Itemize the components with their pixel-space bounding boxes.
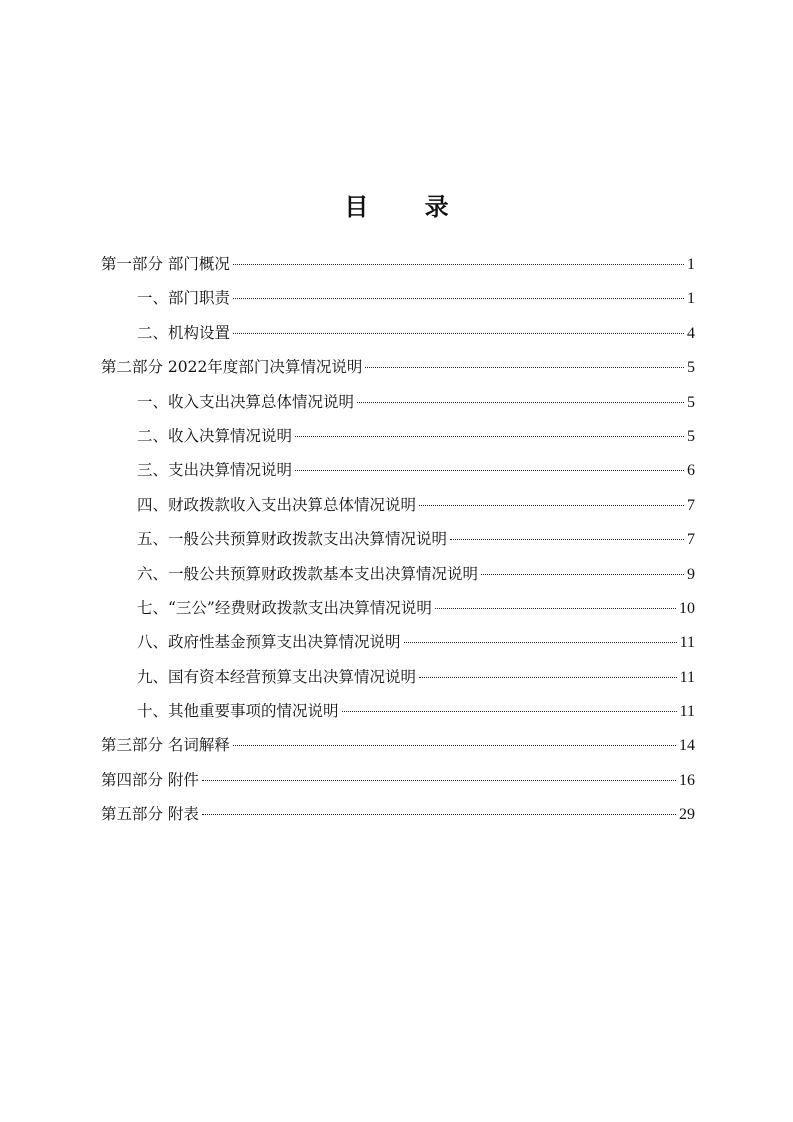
toc-entry[interactable]	[101, 694, 695, 728]
toc-entry[interactable]	[101, 419, 695, 453]
dot-leader	[202, 814, 676, 815]
toc-entry-page-number: 29	[679, 806, 695, 824]
dot-leader	[419, 677, 677, 678]
toc-entry[interactable]	[101, 350, 695, 384]
toc-entry[interactable]	[101, 522, 695, 556]
toc-entry-page-number: 11	[679, 634, 695, 652]
toc-entry-label: 八、政府性基金预算支出决算情况说明	[137, 633, 401, 652]
toc-entry-page-number: 7	[687, 496, 695, 514]
toc-entry[interactable]	[101, 797, 695, 831]
toc-entry[interactable]	[101, 557, 695, 591]
toc-entry-label: 第五部分 附表	[101, 805, 199, 824]
toc-entry-label: 九、国有资本经营预算支出决算情况说明	[137, 667, 417, 686]
toc-entry[interactable]	[101, 660, 695, 694]
toc-entry-label: 一、部门职责	[137, 289, 231, 308]
toc-entry[interactable]	[101, 385, 695, 419]
dot-leader	[233, 298, 684, 299]
toc-entry[interactable]	[101, 488, 695, 522]
toc-entry-page-number: 5	[687, 427, 695, 445]
dot-leader	[357, 402, 684, 403]
toc-entry-label: 第三部分 名词解释	[101, 736, 230, 755]
toc-entry[interactable]	[101, 625, 695, 659]
dot-leader	[233, 264, 684, 265]
toc-entry-label: 第一部分 部门概况	[101, 255, 230, 273]
toc-entry-label: 二、机构设置	[137, 323, 231, 342]
toc-entry-page-number: 4	[687, 324, 695, 342]
dot-leader	[450, 539, 684, 540]
toc-entry-page-number: 16	[679, 771, 695, 789]
dot-leader	[404, 642, 677, 643]
toc-entry[interactable]	[101, 316, 695, 350]
page-title: 目 录	[344, 192, 473, 221]
toc-entry[interactable]	[101, 728, 695, 762]
toc-entry-page-number: 1	[687, 290, 695, 308]
dot-leader	[233, 333, 684, 334]
toc-entry-label: 六、一般公共预算财政拨款基本支出决算情况说明	[137, 564, 479, 583]
toc-entry-label: 三、支出决算情况说明	[137, 461, 293, 480]
toc-entry-label: 第二部分 2022年度部门决算情况说明	[101, 358, 363, 377]
toc-entry-page-number: 5	[687, 359, 695, 377]
toc-entry[interactable]	[101, 591, 695, 625]
toc-entry-page-number: 9	[687, 565, 695, 583]
toc-entry-page-number: 5	[687, 393, 695, 411]
dot-leader	[233, 745, 676, 746]
dot-leader	[202, 780, 676, 781]
toc-entry-label: 五、一般公共预算财政拨款支出决算情况说明	[137, 530, 448, 549]
toc-entry-page-number: 11	[679, 703, 695, 721]
toc-entry-label: 四、财政拨款收入支出决算总体情况说明	[137, 495, 417, 514]
dot-leader	[365, 367, 684, 368]
dot-leader	[419, 505, 684, 506]
toc-entry[interactable]	[101, 453, 695, 487]
toc-entry[interactable]	[101, 247, 695, 281]
toc-entry-page-number: 7	[687, 531, 695, 549]
toc-entry-page-number: 1	[687, 256, 695, 273]
toc-entry[interactable]	[101, 281, 695, 315]
toc-entry-page-number: 14	[679, 737, 695, 755]
toc-entry[interactable]	[101, 763, 695, 797]
toc-entry-label: 二、收入决算情况说明	[137, 426, 293, 445]
toc-entry-label: 一、收入支出决算总体情况说明	[137, 392, 355, 411]
dot-leader	[295, 470, 684, 471]
dot-leader	[342, 711, 677, 712]
dot-leader	[295, 436, 684, 437]
table-of-contents	[101, 247, 695, 832]
toc-entry-page-number: 11	[679, 668, 695, 686]
dot-leader	[435, 608, 676, 609]
dot-leader	[481, 574, 684, 575]
toc-entry-page-number: 10	[679, 599, 695, 617]
toc-entry-label: 十、其他重要事项的情况说明	[137, 702, 339, 721]
toc-entry-page-number: 6	[687, 462, 695, 480]
toc-entry-label: 七、“三公”经费财政拨款支出决算情况说明	[137, 598, 432, 617]
toc-entry-label: 第四部分 附件	[101, 770, 199, 789]
